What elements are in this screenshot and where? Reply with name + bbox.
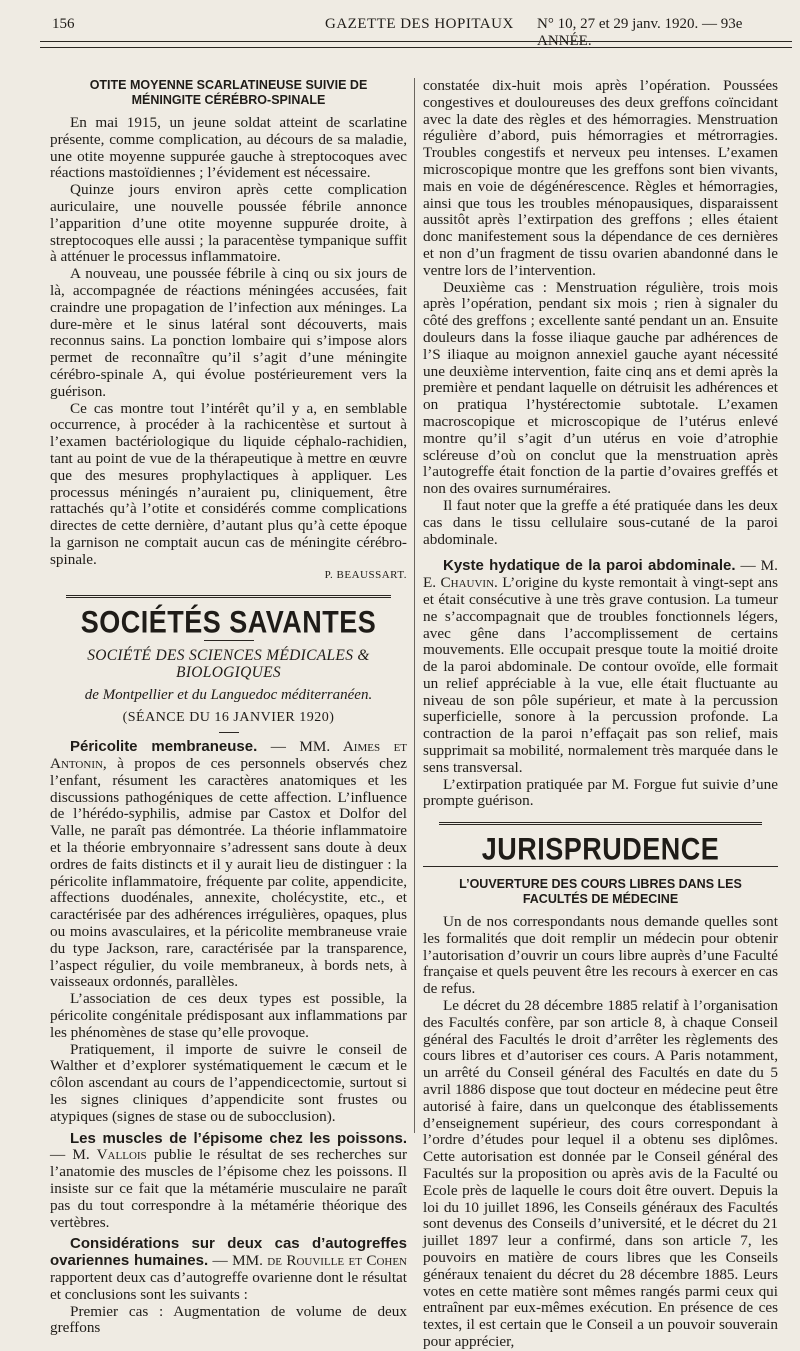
paragraph: Premier cas : Augmentation de volume de deux greffons [50,1302,407,1337]
item-authors: — MM. de Rouville et Cohen [208,1252,408,1270]
short-rule [204,640,254,641]
section-title: SOCIÉTÉS SAVANTES [80,604,377,640]
paragraph: Quinze jours environ après cette complication auriculaire, une nouvelle poussée fébrile annonce l’apparition d’une otite moyenne suppurée droite, à streptocoques elle aussi ; la paracentèse tympanique suffit à atténuer le processus inflammatoire. [50,181,407,266]
article-title: OTITE MOYENNE SCARLATINEUSE SUIVIE DE MÉNINGITE CÉRÉBRO-SPINALE [89,78,368,107]
session-date: (SÉANCE DU 16 JANVIER 1920) [122,709,335,725]
item-authors: — M. Vallois [50,1146,147,1164]
society-name: SOCIÉTÉ DES SCIENCES MÉDICALES & BIOLOGIQUES [87,647,370,681]
section-rule [439,822,762,825]
paragraph: Pratiquement, il importe de suivre le conseil de Walther et d’explorer systématiquement le cæcum et le côlon ascendant au cours de l’appendicectomie, surtout si les signes cliniques d’appendicite sont frustes ou atypiques (signes de stase ou de subocclusion). [50,1040,407,1125]
paragraph: En mai 1915, un jeune soldat atteint de scarlatine présente, comme complication, au décours de sa maladie, une otite moyenne suppurée gauche à streptocoques avec réactions mastoïdiennes ; l’évidement est nécessaire. [50,114,407,182]
paragraph [423,558,778,776]
header-rule [40,41,792,42]
page-header [40,14,795,49]
page-number: 156 [52,16,75,32]
item-text: L’origine du kyste remontait à vingt-sept ans et était consécutive à une très grave contusion. La tumeur ne s’accompagnait que de troubles fonctionnels légers, avec gêne dans l’accomplissement de certains mouvements. Elle occupait presque toute la moitié droite de la paroi abdominale. De contour ovoïde, elle formait un relief appréciable à la vue, elle était fluctuante au niveau de son pôle supérieur, et mate à la percussion superficielle, sonore à la percussion profonde. La contraction de la paroi n’effaçait pas son relief, mais supprimait sa mobilité, normalement très marquée dans le sens transversal. [423,574,778,776]
item-heading: Péricolite membraneuse. [70,738,258,756]
column-divider [414,78,415,1133]
paragraph [50,739,407,991]
paragraph: Ce cas montre tout l’intérêt qu’il y a, en semblable occurrence, à procéder à la rachicentèse et surtout à l’examen bactériologique du liquide céphalo-rachidien, tant au point de vue de la thérapeutique à mettre en œuvre que des mesures prophylactiques à appliquer. Les processus méningés n’auraient pu, cliniquement, être rattachés qu’à l’otite et considérés comme complications directes de cette dernière, d’autant plus qu’à cette époque la garnison ne comptait aucun cas de méningite cérébro-spinale. [50,399,407,568]
article-title: L’OUVERTURE DES COURS LIBRES DANS LES FACULTÉS DE MÉDECINE [459,877,742,907]
item-heading: Kyste hydatique de la paroi abdominale. [443,557,736,575]
item-authors: — M. E. Chauvin. [423,557,778,592]
item-heading: Considérations sur deux cas d’autogreffes ovariennes humaines. [50,1235,407,1270]
paragraph: L’association de ces deux types est possible, la péricolite congénitale prédisposant aux inflammations par les phénomènes de stase qu’elle provoque. [50,990,407,1041]
publication-title: GAZETTE DES HOPITAUX [325,16,514,32]
section-title: JURISPRUDENCE [481,831,720,867]
paragraph: Le décret du 28 décembre 1885 relatif à l’organisation des Facultés confère, par son article 8, à chaque Conseil général des Facultés le droit d’arrêter les règlements des cours libres et d’autoriser ces cours. A Paris notamment, un arrêté du Conseil général des Facultés en date du 5 avril 1886 dispose que tout docteur en médecine peut être autorisé à faire, dans un quelconque des établissements d’enseignement supérieur, des cours correspondant à l’ordre d’études pour lequel il a obtenu ses diplômes. Cette autorisation est donnée par le Conseil général des Facultés sur la proposition ou après avis de la Faculté ou Ecole près de laquelle le cours doit être ouvert. Depuis la loi du 10 juillet 1896, les Conseils généraux des Facultés sont devenus des Conseils d’université, et le décret du 21 juillet 1897 leur a confirmé, dans son article 7, les pouvoirs en matière de cours libres que les Conseils généraux tenaient du décret du 28 décembre 1885. Leurs votes en cette matière sont mêmes rangés parmi ceux qui entraînent par eux-mêmes exécution. En présence de ces textes, il est certain que le Conseil a un pouvoir souverain pour apprécier, [423,997,778,1350]
society-place: de Montpellier et du Languedoc méditerranéen. [84,686,373,703]
right-column [423,78,778,1351]
author-signature: P. BEAUSSART. [324,568,407,581]
paragraph: constatée dix-huit mois après l’opération. Poussées congestives et douloureuses des deux greffons coïncidant avec la date des règles et des hémorragies. Menstruation régulière d’abord, puis hémorragies et métrorragies. Troubles congestifs et nerveux peu intenses. L’examen microscopique montre que les greffons sont bien vivants, mais en voie de dégénérescence. Règles et hémorragies, ainsi que tous les troubles ménopausiques, disparaissent aussitôt après l’extirpation des greffons ; elles étaient donc manifestement sous la dépendance de ces dernières et non d’un fragment de tissu ovarien abandonné dans le ventre lors de l’intervention. [423,77,778,279]
item-text: rapportent deux cas d’autogreffe ovarienne dont le résultat et conclusions sont les suivants : [50,1269,407,1303]
item-heading: Les muscles de l’épisome chez les poissons. [70,1129,407,1147]
paragraph: Il faut noter que la greffe a été pratiquée dans les deux cas dans le tissu cellulaire sous-cutané de la paroi abdominale. [423,496,778,548]
paragraph: A nouveau, une poussée fébrile à cinq ou six jours de là, accompagnée de réactions méningées accusées, fait craindre une propagation de l’infection aux méninges. La dure-mère et le sinus latéral sont découverts, mais reconnus sains. La ponction lombaire qui s’impose alors permet de reconnaître qu’il s’agit d’une méningite cérébro-spinale A, qui évolue postérieurement vers la guérison. [50,265,407,400]
section-rule [66,595,391,598]
paragraph [50,1236,407,1303]
left-column [50,78,407,1337]
short-rule [219,732,239,733]
item-authors: — MM. Aimes et Antonin, [50,738,408,773]
paragraph: Un de nos correspondants nous demande quelles sont les formalités que doit remplir un médecin pour obtenir l’autorisation d’ouvrir un cours libre auprès d’une Faculté française et quels peuvent être les recours à exercer en cas de refus. [423,913,778,998]
header-rule [40,47,792,48]
issue-info: N° 10, 27 et 29 janv. 1920. — 93e ANNÉE. [537,16,743,49]
item-text: à propos de ces personnels observés chez l’enfant, résument les caractères anatomiques et les discussions pathogéniques de cette affection. L’influence de l’hérédo-syphilis, admise par Castox et Dolfor del Valle, ne paraît pas démontrée. La théorie inflammatoire et la théorie embryonnaire s’adressent sans doute à deux ordres de faits distincts et il y aurait lieu de distinguer : la péricolite inflammatoire, fréquente par colite, appendicite, affections duodénales, annexite, cholécystite, etc., et caractérisée par des adhérences irrégulières, opaques, plus ou moins avasculaires, et la péricolite membraneuse vraie du type Jackson, rare, caractérisée par la transparence, l’aspect régulier, du voile membraneux, à bords nets, à vaisseaux ordonnés, parallèles. [50,755,407,991]
item-text: publie le résultat de ses recherches sur l’anatomie des muscles de l’épisome chez les poissons. Il insiste sur ce fait que la métamérie musculaire ne paraît pas du tout correspondre à la métamérie théorique des vertèbres. [50,1146,407,1231]
paragraph: L’extirpation pratiquée par M. Forgue fut suivie d’une prompte guérison. [423,775,778,810]
paragraph: Deuxième cas : Menstruation régulière, trois mois après l’opération, pendant six mois ; rien à signaler du côté des greffons ; excellente santé pendant un an. Ensuite douleurs dans la fosse iliaque gauche par adhérences de l’S iliaque au moignon annexiel gauche ayant nécessité une deuxième intervention, faite cinq ans et demi après la première et pendant laquelle on détruisit les adhérences et on pratiqua l’hystérectomie subtotale. L’examen macroscopique et microscopique de l’utérus enlevé montre qu’il s’agit d’un utérus en voie d’atrophie scléreuse d’où on conclut que la menstruation après l’autogreffe était fonction de la partie d’ovaires greffés et non des ovaires surnuméraires. [423,278,778,498]
paragraph [50,1131,407,1232]
